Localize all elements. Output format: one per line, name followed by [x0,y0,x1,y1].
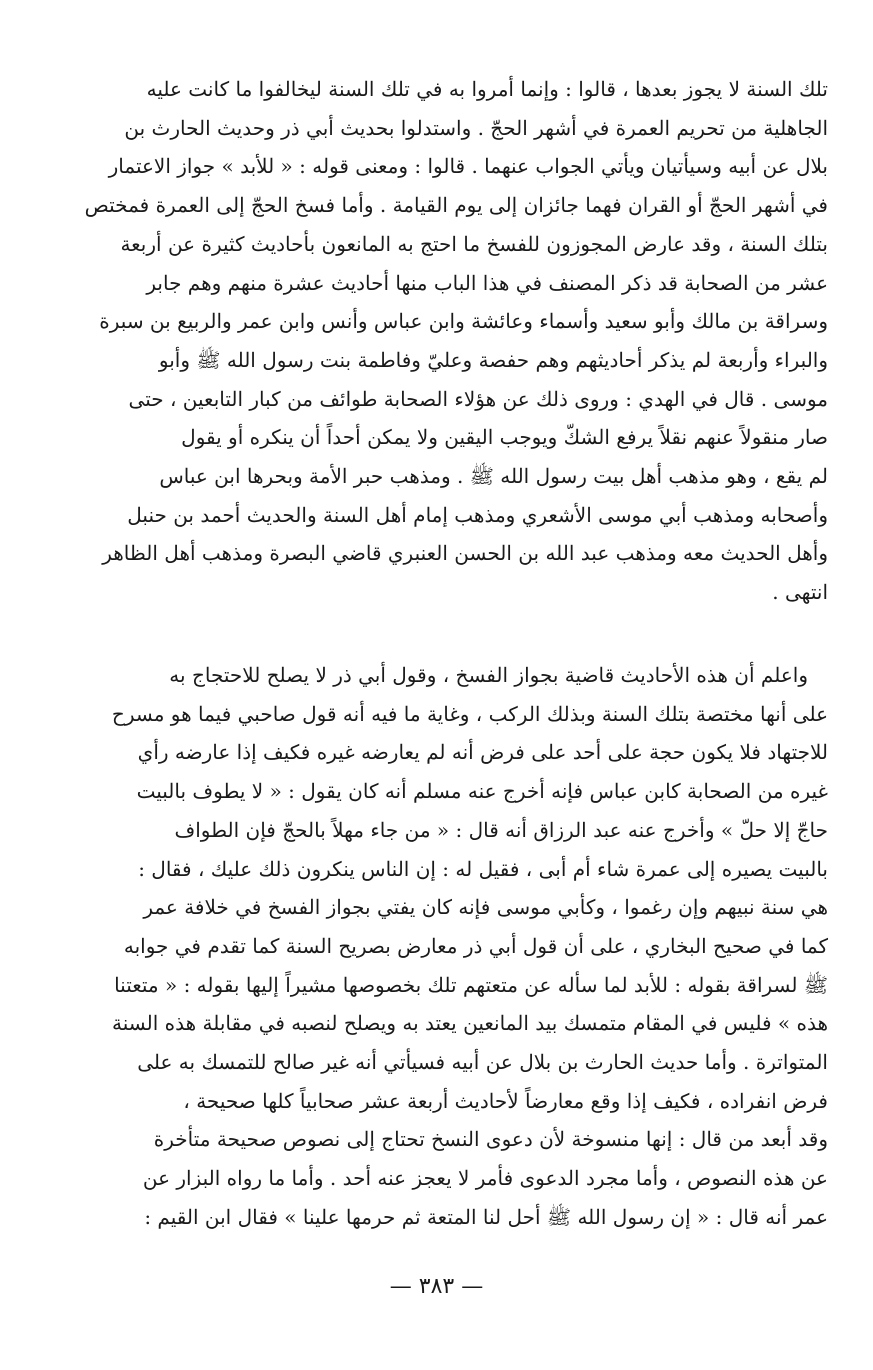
text-line: صار منقولاً عنهم نقلاً يرفع الشكّ ويوجب اليقين ولا يمكن أحداً أن ينكره أو يقول [181,425,828,450]
text-line: موسى . قال في الهدي : وروى ذلك عن هؤلاء الصحابة طوائف من كبار التابعين ، حتى [128,386,828,411]
text-line: على أنها مختصة بتلك السنة وبذلك الركب ، وغاية ما فيه أنه قول صاحبي فيما هو مسرح [111,701,828,726]
text-line: هذه » فليس في المقام متمسك بيد المانعين يعتد به ويصلح لنصبه في مقابلة هذه السنة [112,1011,828,1036]
text-line: بلال عن أبيه وسيأتيان ويأتي الجواب عنهما . قالوا : ومعنى قوله : « للأبد » جواز الاعتمار [108,154,828,179]
text-line: لم يقع ، وهو مذهب أهل بيت رسول الله ﷺ . ومذهب حبر الأمة وبحرها ابن عباس [159,464,828,489]
text-line: المتواترة . وأما حديث الحارث بن بلال عن أبيه فسيأتي أنه غير صالح للتمسك به على [137,1050,828,1075]
text-line: فرض انفراده ، فكيف إذا وقع معارضاً لأحاديث أربعة عشر صحابياً كلها صحيحة ، [183,1088,828,1113]
text-line: حاجّ إلا حلّ » وأخرج عنه عبد الرزاق أنه قال : « من جاء مهلاً بالحجّ فإن الطواف [174,817,828,842]
text-line: بتلك السنة ، وقد عارض المجوزون للفسخ ما احتج به المانعون بأحاديث كثيرة عن أربعة [120,231,828,256]
text-line: عمر أنه قال : « إن رسول الله ﷺ أحل لنا المتعة ثم حرمها علينا » فقال ابن القيم : [144,1204,828,1229]
text-line: والبراء وأربعة لم يذكر أحاديثهم وهم حفصة وعليّ وفاطمة بنت رسول الله ﷺ وأبو [158,347,828,372]
text-line: هي سنة نبيهم وإن رغموا ، وكأبي موسى فإنه كان يفتي بجواز الفسخ في خلافة عمر [143,895,828,920]
text-line: وقد أبعد من قال : إنها منسوخة لأن دعوى النسخ تحتاج إلى نصوص صحيحة متأخرة [153,1127,828,1152]
text-line: كما في صحيح البخاري ، على أن قول أبي ذر معارض بصريح السنة كما تقدم في جوابه [123,933,828,958]
text-line: وسراقة بن مالك وأبو سعيد وأسماء وعائشة وابن عباس وأنس وابن عمر والربيع بن سبرة [99,309,828,334]
text-line: بالبيت يصيره إلى عمرة شاء أم أبى ، فقيل له : إن الناس ينكرون ذلك عليك ، فقال : [138,856,828,881]
page-number: — ٣٨٣ — [389,1274,484,1299]
text-line: واعلم أن هذه الأحاديث قاضية بجواز الفسخ ، وقول أبي ذر لا يصلح للاحتجاج به [169,663,808,687]
text-line: عشر من الصحابة قد ذكر المصنف في هذا الباب منها أحاديث عشرة منهم وهم جابر [146,270,828,295]
paragraph-1 [54,70,828,612]
text-line: وأهل الحديث معه ومذهب عبد الله بن الحسن العنبري قاضي البصرة ومذهب أهل الظاهر [102,541,828,566]
text-line: للاجتهاد فلا يكون حجة على أحد على فرض أنه لم يعارضه غيره فكيف إذا عارضه رأي [137,740,828,765]
text-line: تلك السنة لا يجوز بعدها ، قالوا : وإنما أمروا به في تلك السنة ليخالفوا ما كانت عليه [146,77,828,101]
text-line: الجاهلية من تحريم العمرة في أشهر الحجّ . واستدلوا بحديث أبي ذر وحديث الحارث بن [124,115,828,140]
text-line: ﷺ لسراقة بقوله : للأبد لما سأله عن متعتهم تلك بخصوصها مشيراً إليها بقوله : « متعتنا [114,972,828,997]
text-line: غيره من الصحابة كابن عباس فإنه أخرج عنه مسلم أنه كان يقول : « لا يطوف بالبيت [136,779,828,804]
text-line: في أشهر الحجّ أو القران فهما جائزان إلى يوم القيامة . وأما فسخ الحجّ إلى العمرة فمختص [84,193,828,218]
text-line: انتهى . [772,580,828,605]
text-line: عن هذه النصوص ، وأما مجرد الدعوى فأمر لا يعجز عنه أحد . وأما ما رواه البزار عن [142,1166,828,1191]
text-line: وأصحابه ومذهب أبي موسى الأشعري ومذهب إمام أهل السنة والحديث أحمد بن حنبل [127,502,828,527]
paragraph-2 [54,656,828,1237]
